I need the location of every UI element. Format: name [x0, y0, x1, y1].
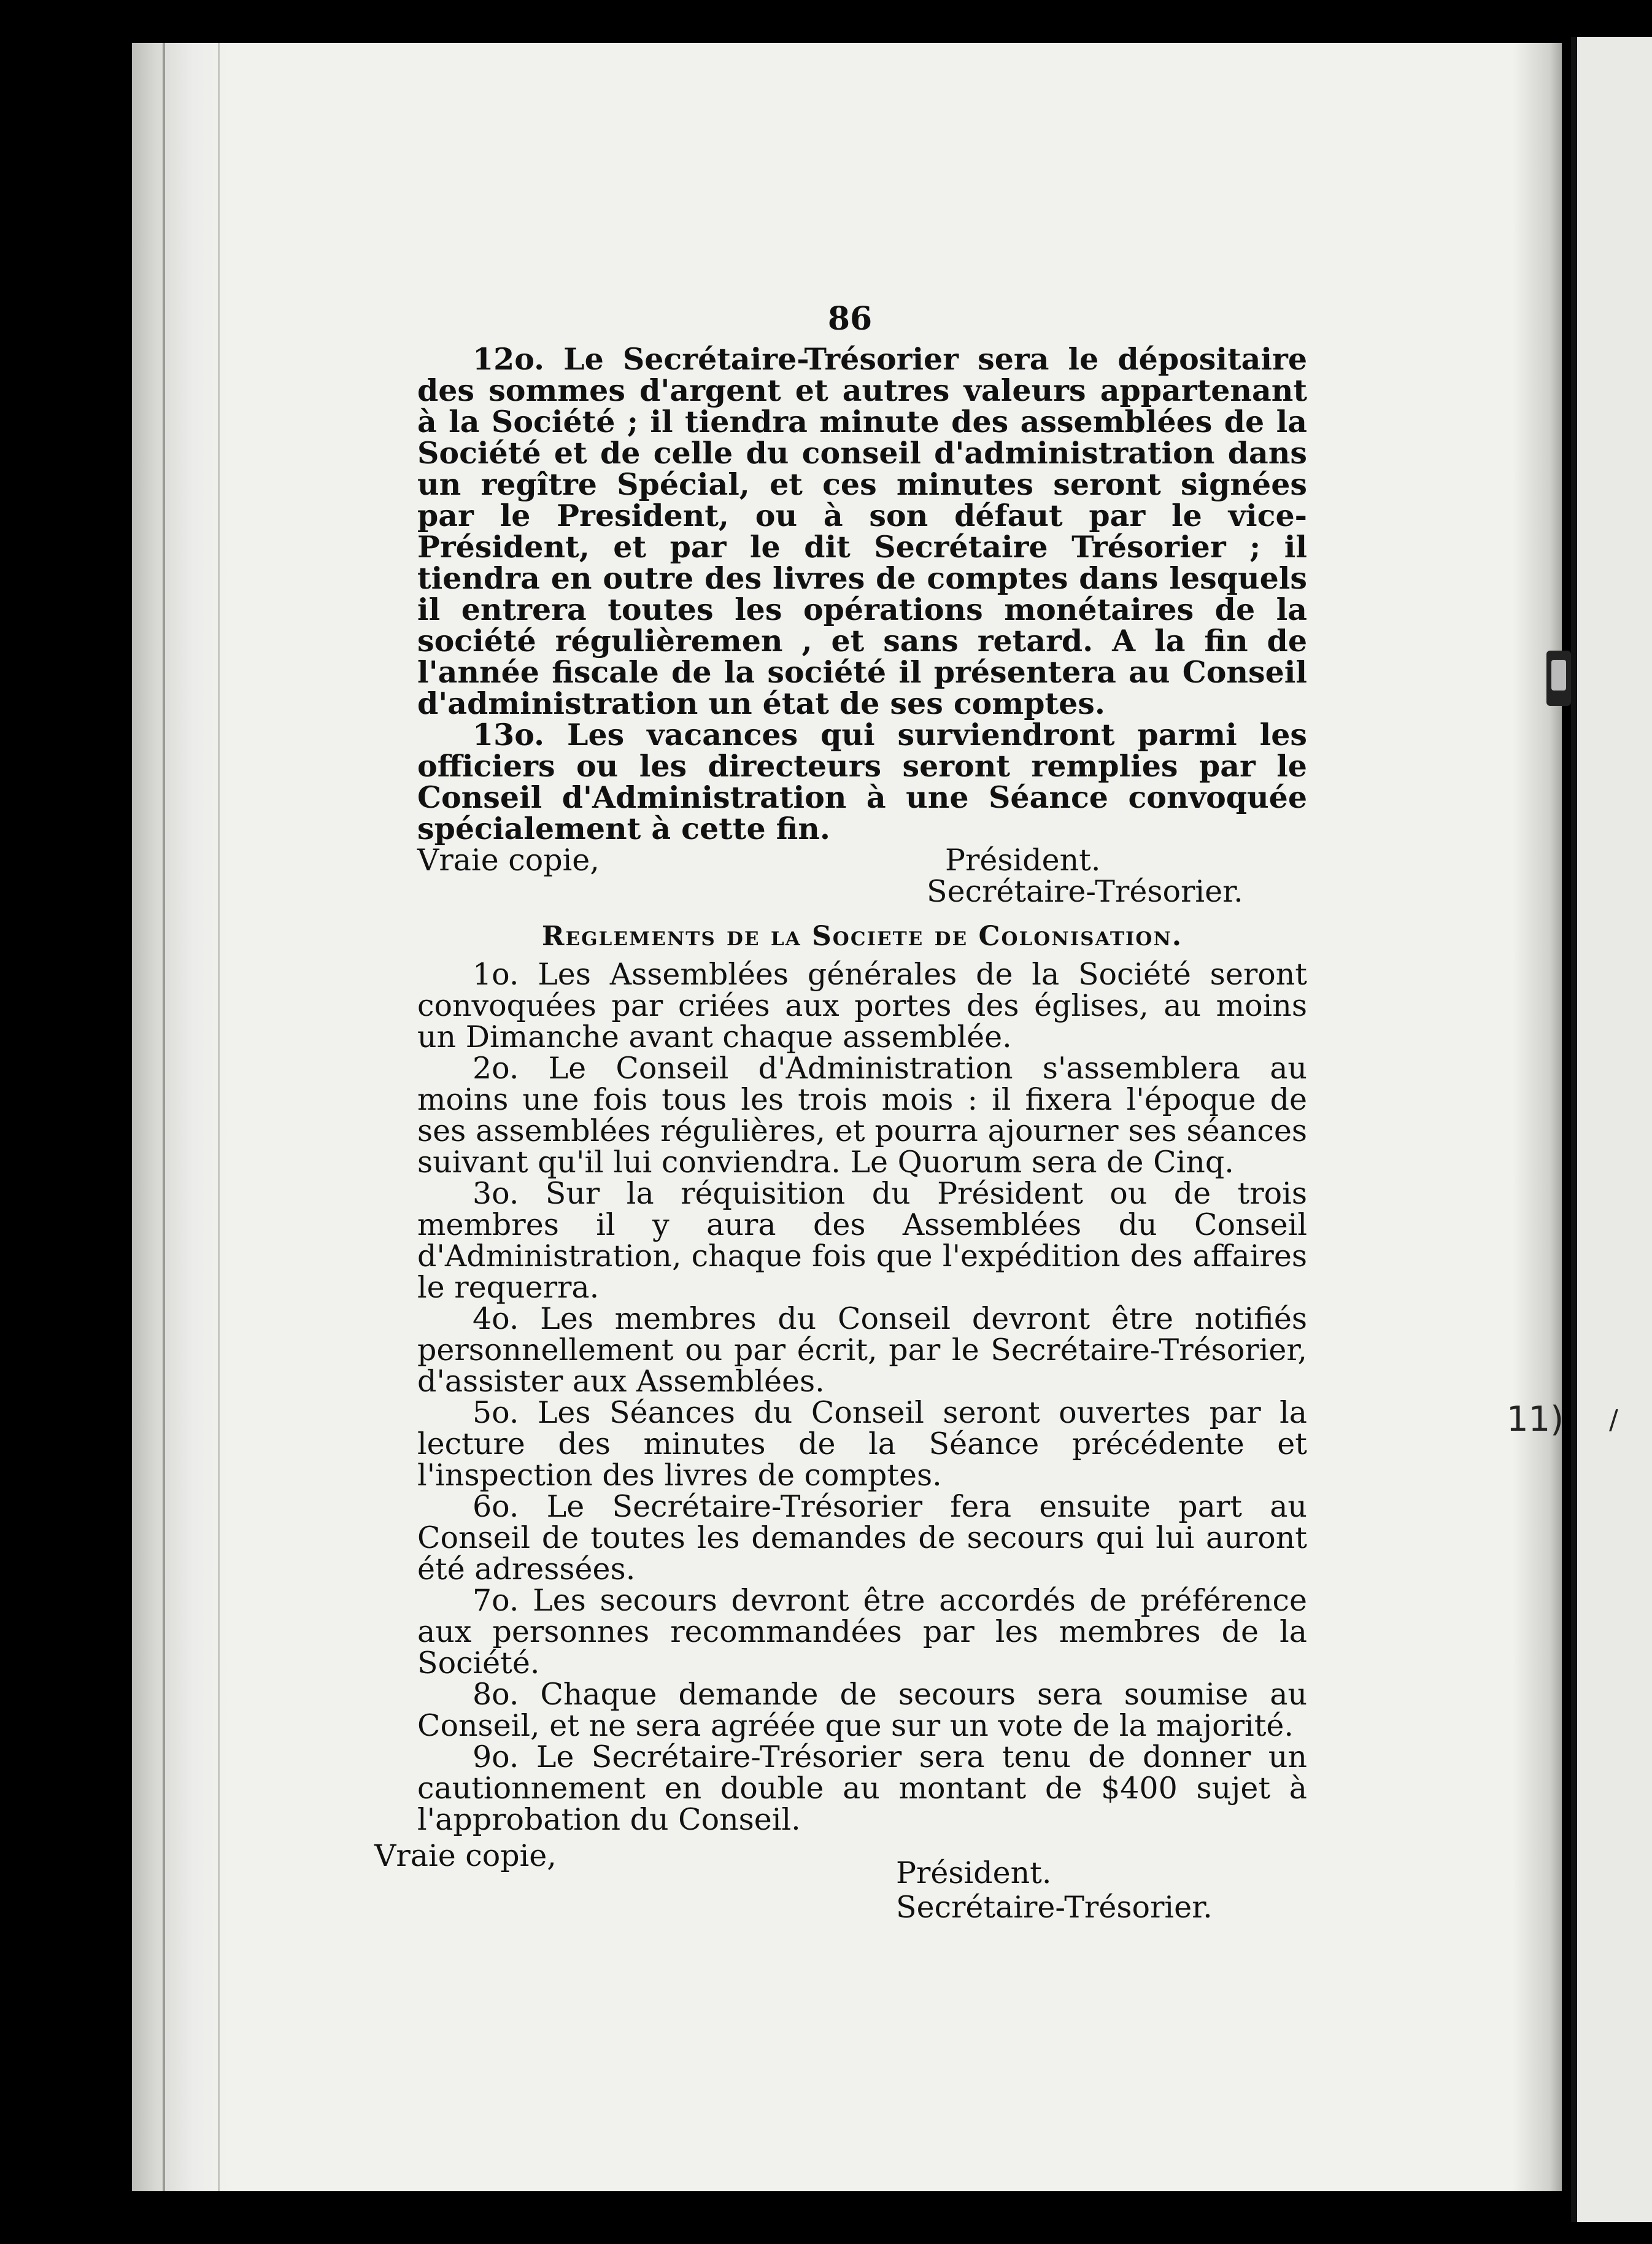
- binding-clip-shine: [1551, 660, 1566, 691]
- page-right-edge: [1513, 43, 1562, 2191]
- president-signature-line: Président.: [945, 843, 1101, 878]
- page-number: 86: [827, 300, 873, 338]
- page-content: [374, 300, 1307, 1925]
- rule-1: 1o. Les Assemblées générales de la Société seront convoquées par criées aux portes des églises, au moins un Dimanche avant chaque assemblée.: [417, 957, 1307, 1054]
- rule-3: 3o. Sur la réquisition du Président ou de trois membres il y aura des Assemblées du Conseil d'Administration, chaque fois que l'expédition des affaires le requerra.: [417, 1176, 1307, 1305]
- rule-5: 5o. Les Séances du Conseil seront ouvertes par la lecture des minutes de la Séance précédente et l'inspection des livres de comptes.: [417, 1395, 1307, 1493]
- rule-8: 8o. Chaque demande de secours sera soumise au Conseil, et ne sera agréée que sur un vote de la majorité.: [417, 1677, 1307, 1743]
- secretary-signature-line: Secrétaire-Trésorier.: [927, 874, 1243, 909]
- article-12: 12o. Le Secrétaire-Trésorier sera le dépositaire des sommes d'argent et autres valeurs appartenant à la Société ; il tiendra minute des assemblées de la Société et de celle du conseil d'administration dans un regître Spécial, et ces minutes seront signées par le President, ou à son défaut par le vice-Président, et par le dit Secrétaire Trésorier ; il tiendra en outre des livres de comptes dans lesquels il entrera toutes les opérations monétaires de la société régulièremen , et sans retard. A la fin de l'année fiscale de la société il présentera au Conseil d'administration un état de ses comptes.: [417, 341, 1307, 721]
- rule-7: 7o. Les secours devront être accordés de préférence aux personnes recommandées par les membres de la Société.: [417, 1583, 1307, 1681]
- handwritten-margin-note: 11): [1507, 1399, 1564, 1439]
- true-copy-label: Vraie copie,: [374, 1838, 557, 1873]
- rule-2: 2o. Le Conseil d'Administration s'assemblera au moins une fois tous les trois mois : il fixera l'époque de ses assemblées régulières, et pourra ajourner ses séances suivant qu'il lui conviendra. Le Quorum sera de Cinq.: [417, 1051, 1307, 1180]
- signature-block-2: [374, 1838, 1307, 1925]
- secretary-signature-line: Secrétaire-Trésorier.: [896, 1890, 1213, 1925]
- article-13: 13o. Les vacances qui surviendront parmi les officiers ou les directeurs seront remplies par le Conseil d'Administration à une Séance convoquée spécialement à cette fin.: [417, 717, 1307, 846]
- rule-9: 9o. Le Secrétaire-Trésorier sera tenu de donner un cautionnement en double au montant de $400 sujet à l'approbation du Conseil.: [417, 1739, 1307, 1837]
- page-binding-edge: [132, 43, 230, 2191]
- margin-tick-mark: /: [1609, 1404, 1618, 1436]
- section-heading: Reglements de la Societe de Colonisation.: [541, 921, 1183, 952]
- signature-block-1: [417, 845, 1307, 908]
- rule-4: 4o. Les membres du Conseil devront être notifiés personnellement ou par écrit, par le Secrétaire-Trésorier, d'assister aux Assemblées.: [417, 1301, 1307, 1399]
- rule-6: 6o. Le Secrétaire-Trésorier fera ensuite part au Conseil de toutes les demandes de secours qui lui auront été adressées.: [417, 1489, 1307, 1587]
- true-copy-label: Vraie copie,: [417, 843, 600, 878]
- facing-page-strip: [1571, 37, 1652, 2222]
- president-signature-line: Président.: [896, 1855, 1052, 1890]
